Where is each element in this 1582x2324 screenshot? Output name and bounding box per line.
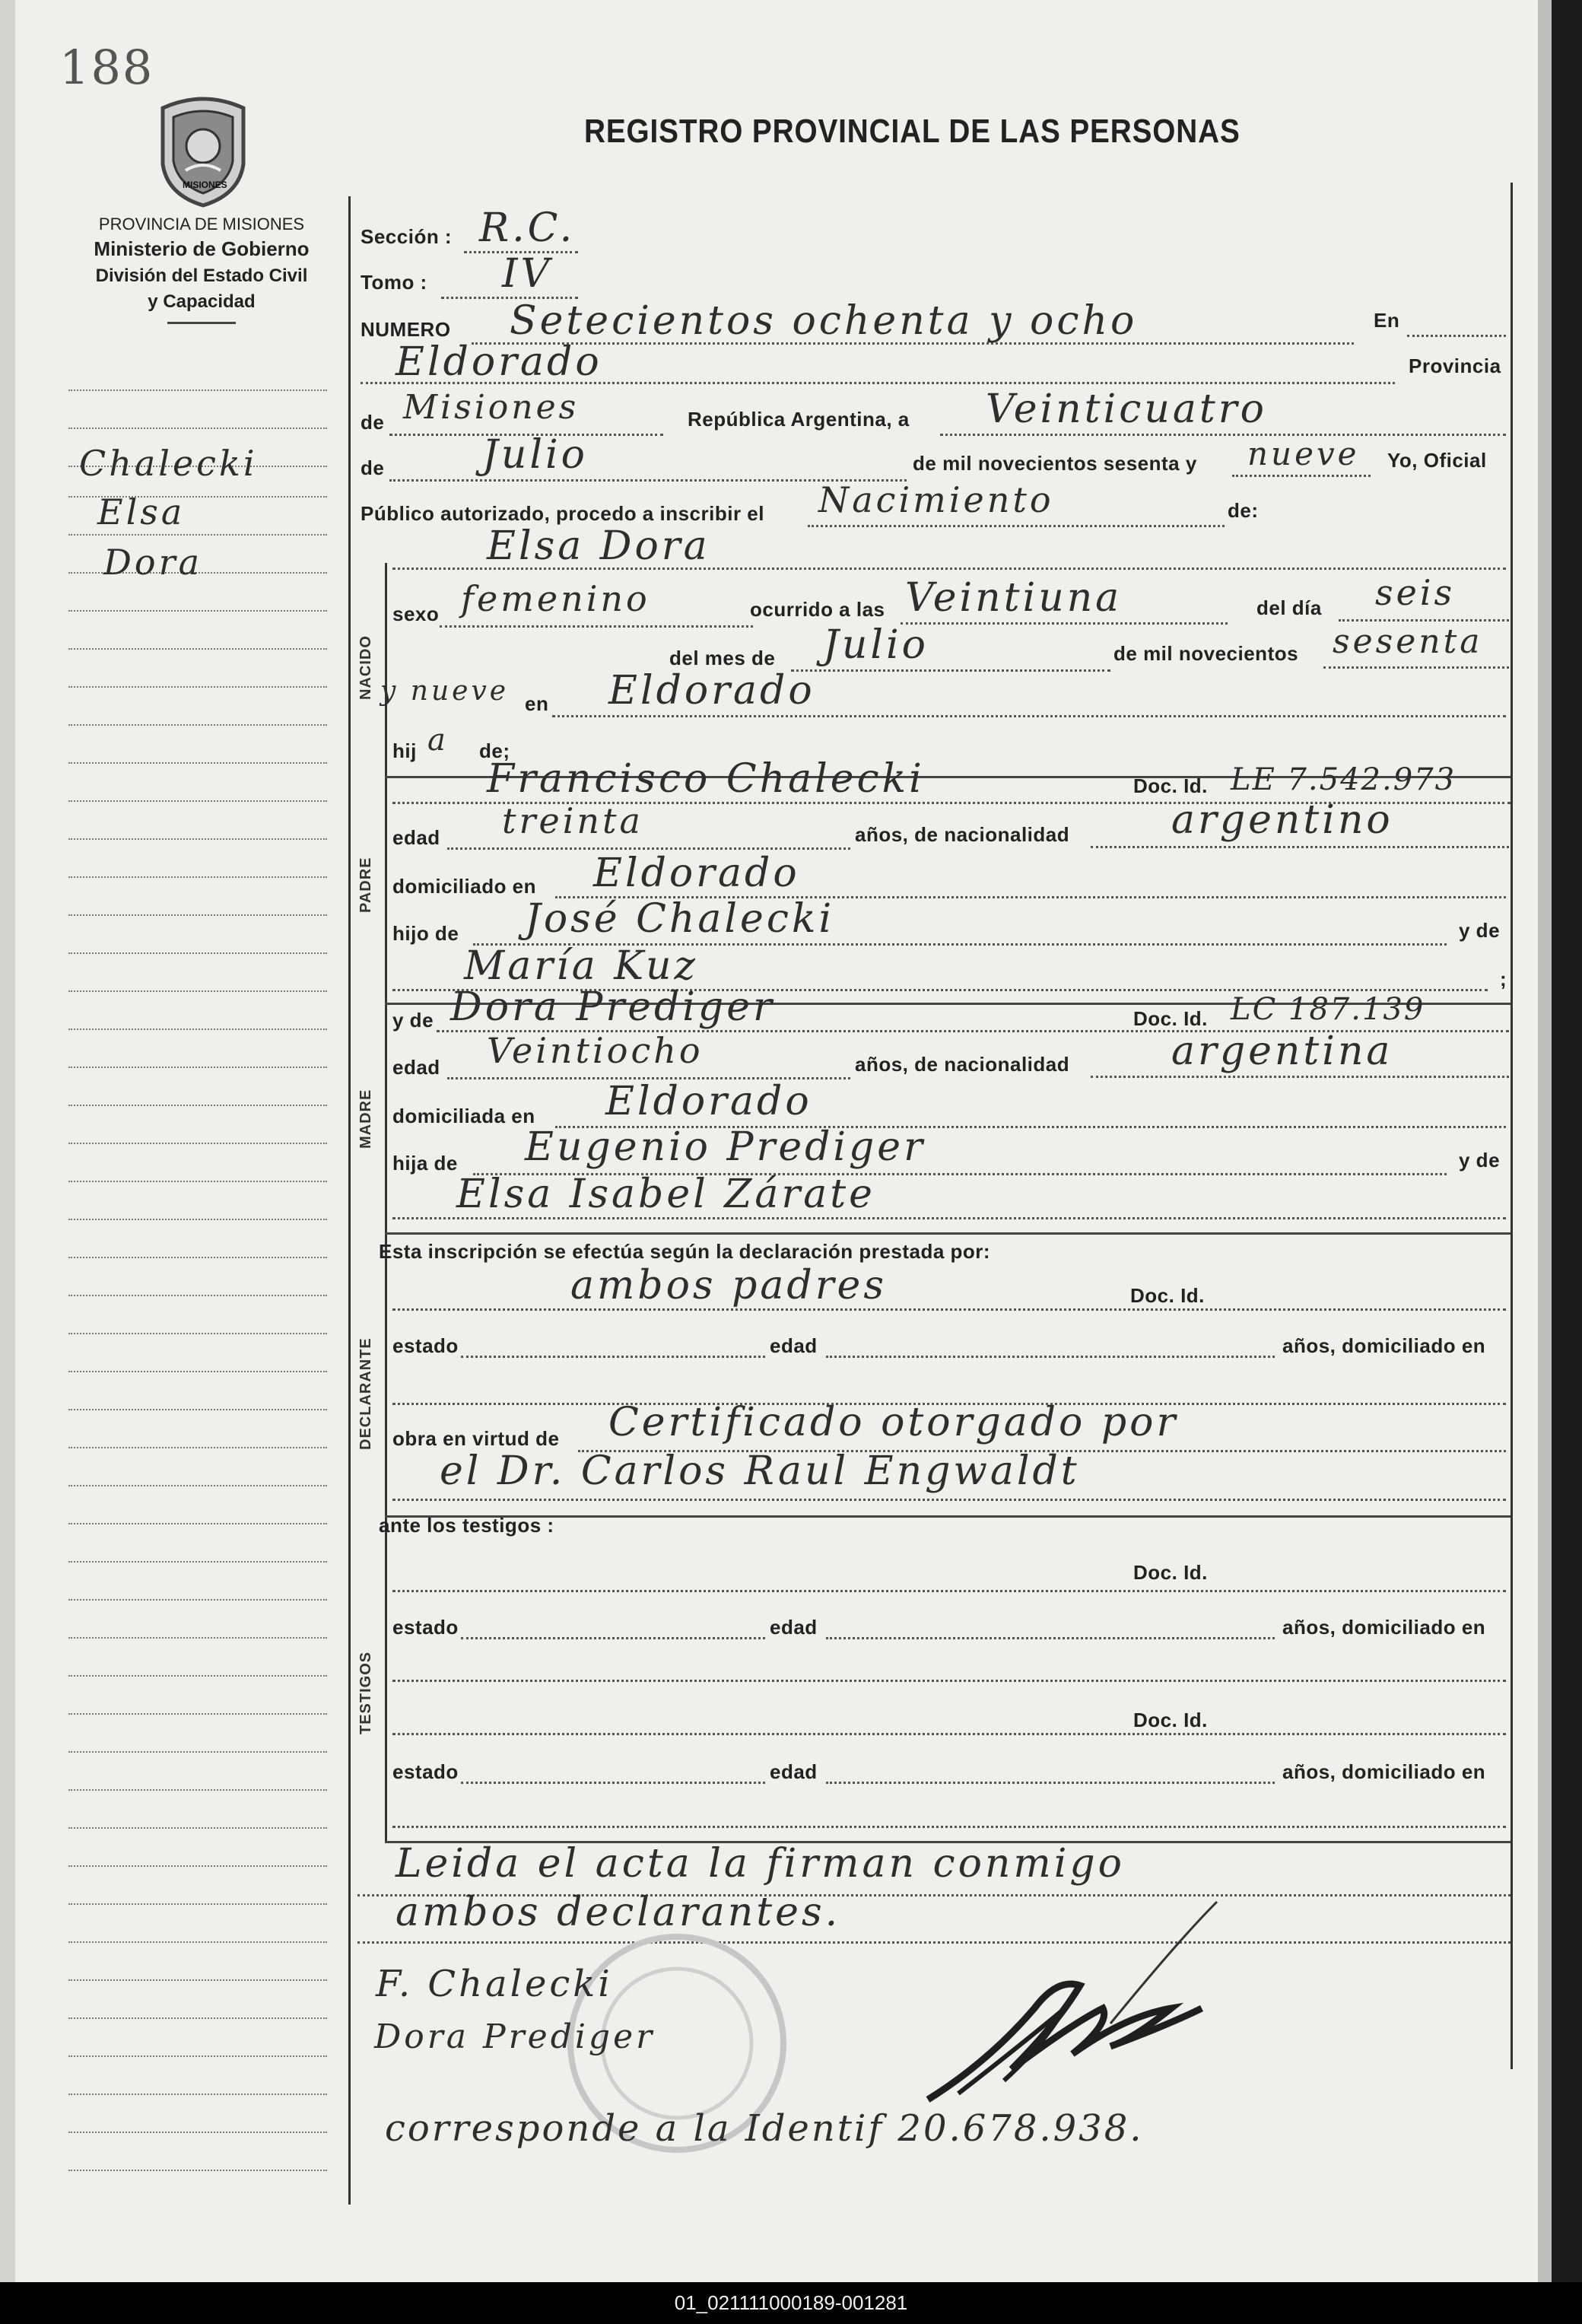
value-padre-edad: treinta (502, 800, 643, 841)
side-label-declarante: DECLARANTE (357, 1337, 374, 1450)
label-sexo: sexo (392, 602, 440, 625)
label-padre-semi: ; (1500, 968, 1507, 990)
value-lugar: Eldorado (396, 339, 602, 385)
label-declarante-edad: edad (770, 1334, 818, 1357)
label-madre-hija-de: hija de (392, 1152, 458, 1175)
value-padre-nac: argentino (1171, 797, 1393, 843)
value-hij-suffix: a (427, 723, 449, 758)
value-madre-padre: Eugenio Prediger (525, 1124, 926, 1170)
provincial-emblem (155, 94, 251, 208)
label-de-mes: de (361, 456, 385, 479)
agency-capacity: y Capacidad (148, 291, 256, 312)
value-ano-nac-2: y nueve (380, 676, 510, 707)
value-dia-nac: seis (1375, 572, 1456, 613)
label-publico: Público autorizado, procedo a inscribir el (361, 502, 764, 525)
value-padre-doc: LE 7.542.973 (1231, 762, 1457, 797)
label-yo-oficial: Yo, Oficial (1387, 449, 1487, 472)
value-nombre: Elsa Dora (487, 523, 710, 569)
value-ano-nac: sesenta (1333, 622, 1483, 661)
label-en-nac: en (525, 692, 549, 715)
value-tomo: IV (502, 251, 553, 297)
label-declarante-anos: años, domiciliado en (1282, 1334, 1486, 1357)
label-de-semi: de; (479, 739, 510, 762)
value-mes-nac: Julio (823, 622, 929, 668)
side-label-madre: MADRE (357, 1089, 374, 1149)
value-mes: Julio (482, 432, 588, 478)
label-hij: hij (392, 739, 417, 762)
agency-block (53, 215, 350, 324)
value-obra-1: Certificado otorgado por (608, 1400, 1179, 1445)
label-testigo1-doc: Doc. Id. (1133, 1561, 1208, 1584)
value-obra-2: el Dr. Carlos Raul Engwaldt (440, 1448, 1080, 1494)
margin-surname: Chalecki (79, 443, 258, 484)
label-testigo1-anos: años, domiciliado en (1282, 1616, 1486, 1639)
value-madre-madre: Elsa Isabel Zárate (456, 1172, 875, 1217)
value-sexo: femenino (461, 578, 650, 619)
label-testigo1-edad: edad (770, 1616, 818, 1639)
label-madre-y-de: y de (392, 1009, 434, 1032)
label-mil-sesenta: de mil novecientos sesenta y (913, 452, 1197, 475)
label-madre-edad: edad (392, 1056, 440, 1079)
label-en: En (1374, 309, 1400, 332)
label-padre-dom: domiciliado en (392, 875, 537, 898)
side-label-testigos: TESTIGOS (357, 1651, 374, 1734)
value-ano: nueve (1247, 435, 1360, 472)
label-testigo2-doc: Doc. Id. (1133, 1709, 1208, 1731)
side-label-nacido: NACIDO (357, 635, 374, 700)
label-madre-dom: domiciliada en (392, 1105, 535, 1127)
label-padre-edad: edad (392, 826, 440, 849)
label-madre-nac: años, de nacionalidad (855, 1053, 1070, 1076)
margin-name1: Elsa (97, 491, 186, 533)
agency-division: División del Estado Civil (95, 265, 308, 286)
label-declaracion: Esta inscripción se efectúa según la declaración prestada por: (379, 1240, 991, 1263)
emblem-text: MISIONES (183, 180, 227, 190)
label-del-dia: del día (1256, 596, 1322, 619)
page-number: 188 (59, 40, 154, 95)
value-lugar-nac: Eldorado (608, 668, 815, 714)
margin-name2: Dora (103, 542, 202, 583)
value-dia: Veinticuatro (986, 386, 1267, 432)
label-de-colon: de: (1228, 499, 1259, 522)
value-declarante: ambos padres (570, 1263, 888, 1308)
label-tomo: Tomo : (361, 271, 427, 294)
signature-father: F. Chalecki (376, 1963, 613, 2005)
value-cierre-1: Leida el acta la firman conmigo (396, 1841, 1125, 1887)
value-madre-dom: Eldorado (605, 1079, 812, 1124)
value-padre: Francisco Chalecki (487, 756, 925, 802)
value-madre-edad: Veintiocho (487, 1030, 704, 1071)
value-hora: Veintiuna (905, 575, 1123, 621)
label-madre-y-de-2: y de (1459, 1149, 1501, 1172)
label-de-provincia: de (361, 411, 385, 434)
label-padre-doc: Doc. Id. (1133, 774, 1208, 797)
label-del-mes: del mes de (669, 647, 776, 669)
label-padre-nac: años, de nacionalidad (855, 823, 1070, 846)
label-testigo2-edad: edad (770, 1760, 818, 1783)
value-padre-dom: Eldorado (593, 850, 800, 896)
value-acto: Nacimiento (818, 479, 1054, 520)
footer-id: 01_021111000189-001281 (0, 2282, 1582, 2324)
label-padre-hijo-de: hijo de (392, 922, 459, 945)
label-declarante-estado: estado (392, 1334, 459, 1357)
value-madre: Dora Prediger (450, 984, 775, 1030)
label-madre-doc: Doc. Id. (1133, 1007, 1208, 1030)
value-madre-nac: argentina (1171, 1028, 1393, 1074)
label-republica: República Argentina, a (688, 408, 910, 431)
value-provincia: Misiones (403, 388, 580, 427)
label-numero: NUMERO (361, 318, 451, 341)
label-provincia: Provincia (1409, 354, 1501, 377)
label-declarante-doc: Doc. Id. (1130, 1284, 1205, 1307)
label-testigos: ante los testigos : (379, 1514, 554, 1537)
label-testigo1-estado: estado (392, 1616, 459, 1639)
value-padre-padre: José Chalecki (525, 896, 835, 942)
label-mil-novecientos: de mil novecientos (1113, 642, 1299, 665)
label-testigo2-estado: estado (392, 1760, 459, 1783)
label-ocurrido: ocurrido a las (750, 598, 885, 621)
page-title: REGISTRO PROVINCIAL DE LAS PERSONAS (584, 113, 1241, 150)
label-seccion: Sección : (361, 225, 453, 248)
agency-ministry: Ministerio de Gobierno (94, 237, 310, 260)
label-testigo2-anos: años, domiciliado en (1282, 1760, 1486, 1783)
label-padre-y-de: y de (1459, 919, 1501, 942)
value-padre-madre: María Kuz (464, 943, 698, 989)
identification-note: corresponde a la Identif 20.678.938. (385, 2107, 1144, 2150)
value-cierre-2: ambos declarantes. (396, 1890, 841, 1935)
label-obra: obra en virtud de (392, 1427, 560, 1450)
signature-officer (882, 1894, 1247, 2115)
value-numero: Setecientos ochenta y ocho (510, 298, 1138, 344)
value-seccion: R.C. (479, 205, 576, 251)
agency-province: PROVINCIA DE MISIONES (98, 215, 305, 234)
signature-mother: Dora Prediger (374, 2017, 656, 2056)
value-madre-doc: LC 187.139 (1231, 992, 1425, 1027)
side-label-padre: PADRE (357, 857, 374, 913)
